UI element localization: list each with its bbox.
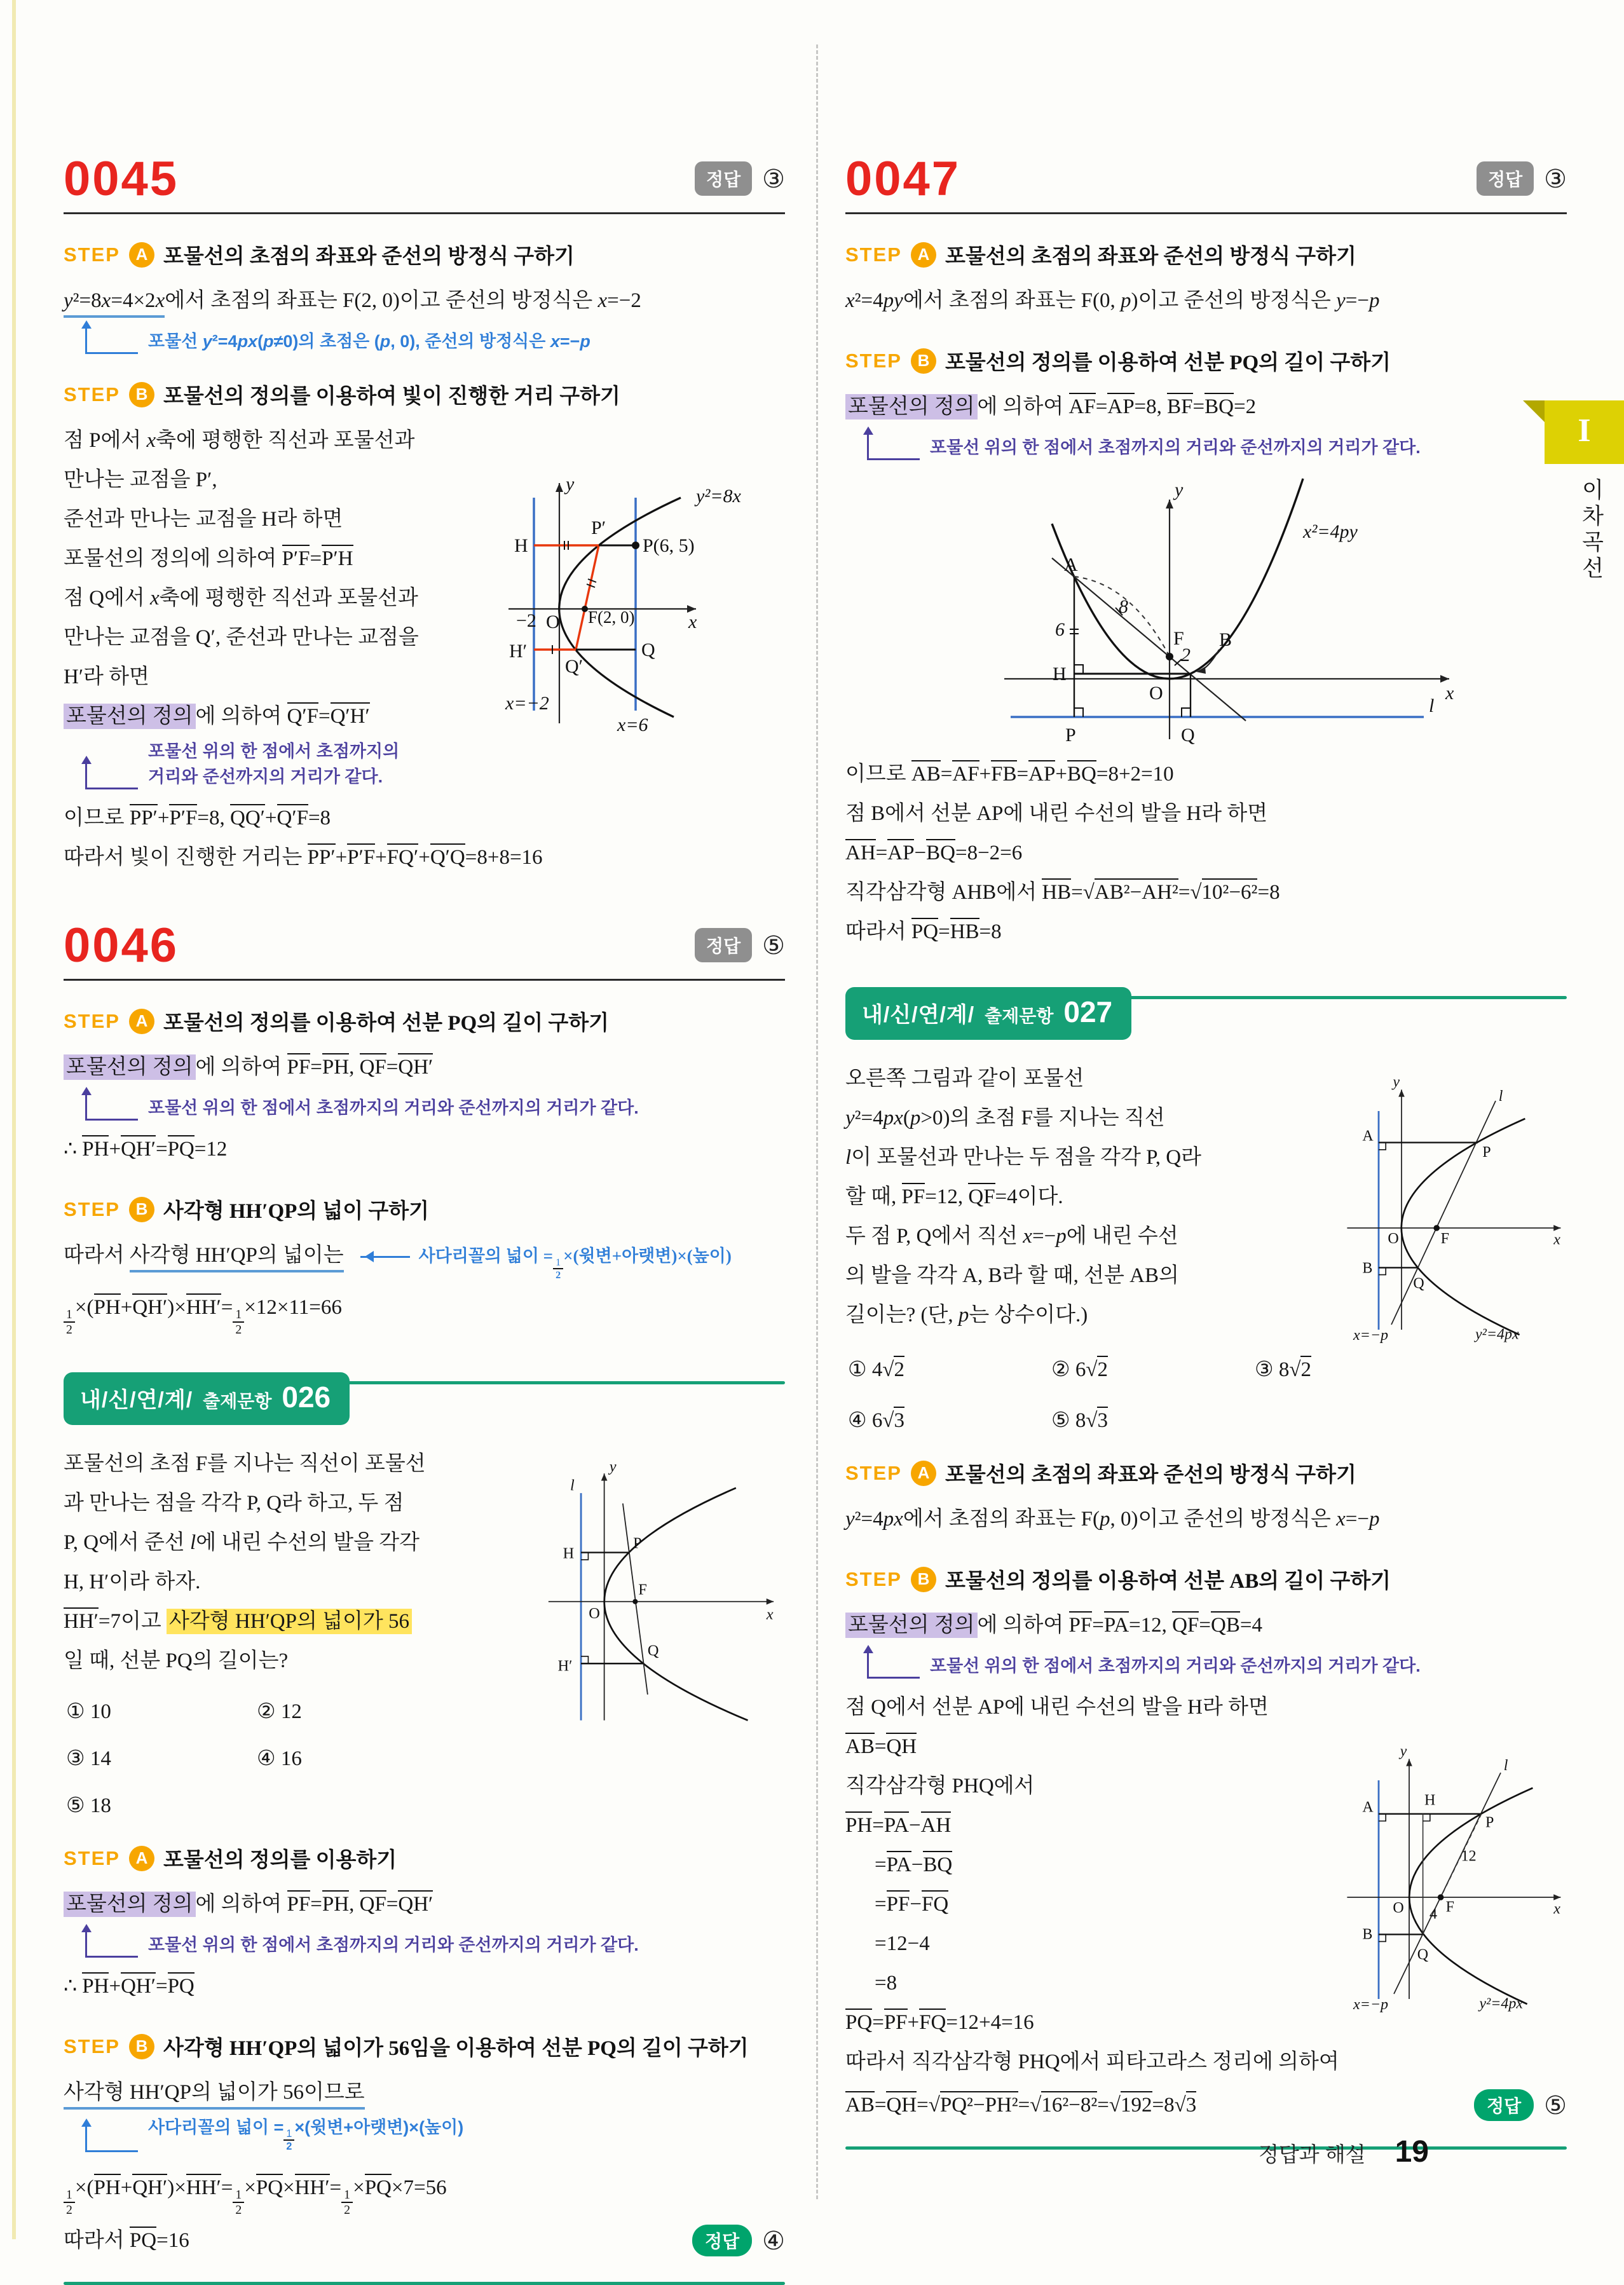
parabola-diagram-0047 — [922, 469, 1468, 746]
naesin-header-row — [845, 987, 1567, 1040]
step-a-title: 포물선의 초점의 좌표와 준선의 방정식 구하기 — [163, 245, 575, 268]
solution-line: 따라서 PQ=16 — [64, 2221, 189, 2260]
focus-label: F — [1445, 1899, 1454, 1916]
annotation-elbow — [85, 2115, 785, 2152]
solution-line: ∴ PH+QH′=PQ — [64, 1967, 785, 2006]
line-rest: 에 의하여 PF=PH, QF=QH′ — [196, 1053, 433, 1079]
problem-line: P, Q에서 준선 l에 내린 수선의 발을 각각 — [64, 1531, 420, 1555]
axis-x-label: x — [688, 611, 697, 632]
solution-line: PQ=PF+FQ=12+4=16 — [845, 2003, 1567, 2042]
parabola-diagram-027-solution — [1333, 1729, 1567, 2014]
point-Q: Q — [641, 639, 655, 660]
step-label: STEP — [64, 2035, 120, 2057]
answer-choice: ⑤ — [762, 931, 785, 960]
solution-line — [64, 1236, 785, 1281]
point-Q: Q — [647, 1642, 659, 1660]
option-4: ④ 6√3 — [848, 1407, 1051, 1433]
axis-y-label: y — [1400, 1743, 1407, 1760]
line-rest: 에 의하여 PF=PA=12, QF=QB=4 — [978, 1611, 1262, 1637]
point-P: P — [633, 1534, 642, 1552]
figure-027-problem — [1333, 1060, 1567, 1348]
answer-row — [695, 161, 785, 196]
note-line: 거리와 준선까지의 거리가 같다. — [148, 767, 383, 786]
naesin-top-line — [1125, 996, 1567, 999]
answer-badge-green: 정답 — [692, 2225, 752, 2256]
solution-line — [64, 281, 785, 320]
step-a-title: 포물선의 초점의 좌표와 준선의 방정식 구하기 — [945, 1464, 1356, 1487]
solution-line: 포물선의 정의에 의하여 P′F=P′H — [64, 539, 785, 578]
solution-line: AB=QH=√PQ²−PH²=√16²−8²=√192=8√3 — [845, 2085, 1196, 2125]
solution-line: =8 — [875, 1972, 897, 1995]
answer-choice: ④ — [762, 2226, 785, 2255]
length-12: 12 — [1461, 1848, 1477, 1865]
line-x6-label: x=6 — [617, 714, 648, 735]
origin-label: O — [589, 1604, 600, 1622]
solution-line — [64, 1047, 785, 1087]
answer-choice: ③ — [762, 164, 785, 193]
step-label: STEP — [64, 383, 120, 406]
chapter-roman-numeral: I — [1578, 413, 1591, 449]
solution-line: 만나는 교점을 Q′, 준선과 만나는 교점을 — [64, 626, 419, 649]
axis-x-label: x — [1553, 1900, 1560, 1918]
underlined-phrase: 사각형 HH′QP의 넓이는 — [130, 1244, 344, 1272]
annotation-note: 포물선 위의 한 점에서 초점까지의 거리와 준선까지의 거리가 같다. — [930, 438, 1421, 457]
step-a-row — [64, 240, 785, 269]
page-number: 19 — [1395, 2135, 1429, 2169]
option-4: ④ 16 — [257, 1747, 302, 1771]
step-a-icon: A — [911, 242, 936, 268]
figure-027-solution — [1333, 1729, 1567, 2017]
problem-line: 일 때, 선분 PQ의 길이는? — [64, 1649, 289, 1673]
point-P: P — [1065, 725, 1076, 746]
option-3: ③ 8√2 — [1255, 1356, 1458, 1382]
answer-row — [692, 2225, 785, 2256]
length-8: 8 — [1119, 596, 1128, 617]
answer-badge: 정답 — [695, 161, 752, 196]
tick-label: −2 — [516, 610, 536, 631]
options-026 — [66, 1698, 537, 1818]
directrix-label: l — [1429, 695, 1435, 716]
step-a-row — [64, 1843, 785, 1873]
point-B: B — [1362, 1926, 1373, 1943]
solution-line: 따라서 직각삼각형 PHQ에서 피타고라스 정리에 의하여 — [845, 2050, 1339, 2073]
naesin-box-027 — [845, 987, 1567, 2150]
step-label: STEP — [845, 243, 902, 266]
solution-line: 이므로 AB=AF+FB=AP+BQ=8+2=10 — [845, 754, 1567, 794]
point-H: H — [1053, 664, 1067, 685]
annotation-elbow — [85, 1927, 785, 1958]
problem-0045-header — [64, 151, 785, 206]
answer-badge: 정답 — [695, 928, 752, 962]
naesin-header-row — [64, 1372, 785, 1425]
curve-label: y²=4px — [1479, 1995, 1524, 2012]
solution-line: 따라서 PQ=HB=8 — [845, 912, 1567, 952]
solution-line: =PA−BQ — [845, 1845, 1567, 1885]
solution-line: 점 P에서 x축에 평행한 직선과 포물선과 — [64, 429, 415, 452]
chapter-title-vertical: 이차곡선 — [1579, 478, 1604, 582]
naesin-tag: 내/신/연/계/ — [862, 1003, 975, 1027]
solution-line — [845, 387, 1567, 426]
option-5: ⑤ 8√3 — [1051, 1407, 1255, 1433]
curve-label: x²=4py — [1303, 521, 1358, 542]
parabola-diagram-027 — [1333, 1060, 1567, 1345]
focus-label: F(2, 0) — [588, 608, 635, 627]
step-label: STEP — [64, 1197, 120, 1220]
curve-label: y²=8x — [696, 486, 741, 507]
step-b-icon: B — [129, 2034, 154, 2059]
solution-line: $\frac{1}{2}$ ×(PH+QH′)×HH′= $\frac{1}{2}$ ×12×11=66 — [64, 1281, 785, 1337]
header-rule — [64, 212, 785, 214]
line-rest: 에 의하여 AF=AP=8, BF=BQ=2 — [978, 393, 1257, 418]
length-4: 4 — [1430, 1906, 1437, 1923]
axis-y-label: y — [1393, 1074, 1400, 1091]
naesin-header — [64, 1372, 350, 1425]
header-rule — [64, 979, 785, 981]
origin-label: O — [546, 611, 560, 632]
naesin-027-body — [845, 1059, 1567, 2125]
solution-line: 직각삼각형 AHB에서 HB=√AB²−AH²=√10²−6²=8 — [845, 873, 1567, 912]
step-b-title: 사각형 HH′QP의 넓이가 56임을 이용하여 선분 PQ의 길이 구하기 — [163, 2037, 749, 2061]
footer-label: 정답과 해설 — [1259, 2143, 1366, 2166]
point-A: A — [1064, 554, 1078, 575]
naesin-number: 026 — [282, 1381, 331, 1414]
elbow-arrow — [85, 1927, 138, 1958]
page-footer — [1259, 2134, 1429, 2169]
underlined-phrase: 사각형 HH′QP의 넓이가 56이므로 — [64, 2081, 365, 2110]
solution-line: 점 Q에서 x축에 평행한 직선과 포물선과 — [64, 587, 418, 610]
step-a-row — [64, 1006, 785, 1036]
naesin-bottom-line — [845, 2146, 1567, 2150]
underlined-formula: y²=8x=4×2x — [64, 289, 165, 318]
solution-line: 직각삼각형 PHQ에서 — [845, 1775, 1035, 1797]
step-a-title: 포물선의 초점의 좌표와 준선의 방정식 구하기 — [945, 245, 1356, 268]
axis-x-label: x — [766, 1606, 774, 1623]
step-a-title: 포물선의 정의를 이용하기 — [163, 1849, 397, 1872]
point-H-prime: H′ — [557, 1657, 573, 1675]
point-H: H — [563, 1545, 575, 1562]
point-B: B — [1362, 1260, 1373, 1277]
answer-row — [1477, 161, 1567, 196]
solution-line — [64, 1885, 785, 1924]
problem-line: 과 만나는 점을 각각 P, Q라 하고, 두 점 — [64, 1492, 404, 1515]
annotation-elbow — [85, 739, 486, 789]
solution-line: AH=AP−BQ=8−2=6 — [845, 833, 1567, 873]
figure-026 — [537, 1447, 785, 1739]
point-H: H — [514, 535, 528, 556]
option-2: ② 12 — [257, 1700, 302, 1724]
problem-line: 포물선의 초점 F를 지나는 직선이 포물선 — [64, 1452, 426, 1476]
step-b-icon: B — [129, 1197, 154, 1222]
step-b-title: 사각형 HH′QP의 넓이 구하기 — [163, 1200, 430, 1223]
note-line: 포물선 위의 한 점에서 초점까지의 — [148, 742, 400, 761]
step-b-row — [845, 1564, 1567, 1594]
figure-0047 — [922, 469, 1567, 746]
highlight-parabola-def: 포물선의 정의 — [64, 704, 196, 729]
problem-line: H, H′이라 하자. — [64, 1571, 201, 1594]
answer-choice: ⑤ — [1544, 2091, 1567, 2120]
annotation-note: 사다리꼴의 넓이 = $\frac{1}{2}$ ×(윗변+아랫변)×(높이) — [418, 1246, 732, 1281]
elbow-arrow — [85, 758, 138, 789]
answer-badge: 정답 — [1477, 161, 1534, 196]
options-027 — [848, 1356, 1567, 1433]
naesin-top-line — [343, 1381, 785, 1384]
point-H-prime: H′ — [509, 641, 528, 662]
highlight-area-56: 사각형 HH′QP의 넓이가 56 — [167, 1609, 412, 1634]
focus-label: F — [1173, 628, 1184, 649]
naesin-header — [845, 987, 1131, 1040]
chapter-tab — [1545, 400, 1624, 464]
step-a-icon: A — [911, 1461, 936, 1486]
line-rest: 에서 초점의 좌표는 F(2, 0)이고 준선의 방정식은 x=−2 — [165, 289, 641, 312]
naesin-026-body — [64, 1444, 785, 2260]
elbow-arrow — [867, 1647, 920, 1679]
point-P-prime: P′ — [591, 517, 606, 538]
highlight-parabola-def: 포물선의 정의 — [64, 1892, 196, 1917]
line-l-label: l — [1503, 1757, 1508, 1774]
problem-number: 0046 — [64, 918, 179, 972]
line-rest: 에 의하여 Q′F=Q′H′ — [196, 702, 370, 728]
problem-line: l이 포물선과 만나는 두 점을 각각 P, Q라 — [845, 1146, 1201, 1169]
focus-label: F — [638, 1581, 647, 1599]
directrix-label: l — [570, 1477, 575, 1494]
answer-badge-green: 정답 — [1474, 2089, 1534, 2121]
solution-line: 점 Q에서 선분 AP에 내린 수선의 발을 H라 하면 — [845, 1696, 1269, 1719]
problem-0047-header — [845, 151, 1567, 206]
parabola-diagram-026 — [537, 1447, 785, 1736]
page-edge-stripe — [12, 0, 16, 2239]
line-l-label: l — [1498, 1088, 1503, 1105]
step-label: STEP — [64, 1009, 120, 1032]
solution-line: 만나는 교점을 P′, — [64, 468, 217, 491]
point-A: A — [1362, 1128, 1374, 1145]
step-a-title: 포물선의 정의를 이용하여 선분 PQ의 길이 구하기 — [163, 1012, 609, 1035]
step-b-row — [64, 1194, 785, 1224]
solution-line: 점 B에서 선분 AP에 내린 수선의 발을 H라 하면 — [845, 802, 1268, 825]
figure-0045 — [486, 425, 785, 784]
point-Q: Q — [1181, 725, 1195, 746]
step-b-row — [64, 2031, 785, 2061]
step-label: STEP — [845, 1461, 902, 1484]
problem-line: 의 발을 각각 A, B라 할 때, 선분 AB의 — [845, 1264, 1179, 1287]
axis-y-label: y — [566, 474, 575, 495]
naesin-subtag: 출제문항 — [203, 1391, 272, 1412]
step-b-icon: B — [911, 348, 936, 374]
annotation-note — [148, 739, 399, 789]
right-column — [845, 151, 1567, 2150]
step-b-block — [64, 421, 785, 877]
annotation-elbow — [85, 323, 785, 354]
line-rest: 에 의하여 PF=PH, QF=QH′ — [196, 1890, 433, 1916]
axis-x-label: x — [1445, 683, 1454, 704]
conclusion-row — [845, 2085, 1567, 2125]
step-b-title: 포물선의 정의를 이용하여 선분 PQ의 길이 구하기 — [945, 351, 1391, 374]
curve-label: y²=4px — [1475, 1326, 1519, 1343]
annotation-note: 사다리꼴의 넓이 = $\frac{1}{2}$ ×(윗변+아랫변)×(높이) — [148, 2118, 464, 2152]
highlight-parabola-def: 포물선의 정의 — [845, 394, 978, 419]
answer-row — [695, 928, 785, 962]
step-label: STEP — [64, 243, 120, 266]
length-6: 6 — [1055, 619, 1065, 640]
axis-y-label: y — [609, 1458, 617, 1476]
option-2: ② 6√2 — [1051, 1356, 1255, 1382]
step-b-row — [845, 346, 1567, 376]
problem-line: y²=4px(p>0)의 초점 F를 지나는 직선 — [845, 1107, 1165, 1129]
elbow-arrow — [867, 429, 920, 460]
elbow-arrow — [85, 323, 138, 354]
point-P: P(6, 5) — [643, 535, 695, 556]
line-prefix: 따라서 — [64, 1244, 130, 1267]
left-arrow-icon — [360, 1256, 410, 1258]
highlight-parabola-def: 포물선의 정의 — [64, 1054, 196, 1080]
annotation-note: 포물선 위의 한 점에서 초점까지의 거리와 준선까지의 거리가 같다. — [148, 1935, 639, 1955]
annotation-note: 포물선 위의 한 점에서 초점까지의 거리와 준선까지의 거리가 같다. — [148, 1098, 639, 1117]
option-3: ③ 14 — [66, 1747, 111, 1771]
point-P: P — [1485, 1814, 1494, 1831]
axis-y-label: y — [1175, 479, 1184, 500]
length-2: 2 — [1181, 645, 1191, 665]
step-label: STEP — [64, 1846, 120, 1869]
step-a-icon: A — [129, 1846, 154, 1871]
elbow-arrow — [85, 2121, 138, 2152]
answer-choice: ③ — [1544, 164, 1567, 193]
point-H: H — [1424, 1792, 1436, 1809]
step-b-row — [64, 379, 785, 409]
step-label: STEP — [845, 349, 902, 372]
solution-line: $\frac{1}{2}$ ×(PH+QH′)×HH′= $\frac{1}{2}$ ×PQ×HH′= $\frac{1}{2}$ ×PQ×7=56 — [64, 2161, 785, 2217]
problem-0045 — [64, 151, 785, 877]
solution-line — [64, 2073, 785, 2112]
naesin-subtag: 출제문항 — [985, 1006, 1054, 1026]
solution-line: 준선과 만나는 교점을 H라 하면 — [64, 508, 343, 531]
point-Q: Q — [1413, 1275, 1424, 1292]
step-a-icon: A — [129, 242, 154, 268]
problem-line: 할 때, PF=12, QF=4이다. — [845, 1177, 1567, 1217]
solution-line: =PF−FQ — [845, 1885, 1567, 1924]
annotation-elbow — [867, 1647, 1567, 1679]
step-a-row — [845, 1458, 1567, 1488]
solution-line: PH=PA−AH — [845, 1806, 1567, 1845]
origin-label: O — [1388, 1231, 1399, 1247]
point-B: B — [1219, 629, 1232, 650]
problem-number: 0047 — [845, 151, 961, 206]
problem-0047 — [845, 151, 1567, 952]
directrix-label: x=−2 — [505, 693, 549, 714]
point-A: A — [1362, 1799, 1374, 1816]
option-1: ① 10 — [66, 1700, 111, 1724]
point-P: P — [1482, 1144, 1491, 1161]
line-prefix: HH′=7이고 — [64, 1607, 167, 1633]
solution-line — [845, 1606, 1567, 1645]
step-b-title: 포물선의 정의를 이용하여 선분 AB의 길이 구하기 — [945, 1570, 1391, 1593]
step-b-icon: B — [911, 1567, 936, 1592]
solution-line: ∴ PH+QH′=PQ=12 — [64, 1129, 785, 1169]
conclusion-row — [64, 2221, 785, 2260]
directrix-label: x=−p — [1353, 1996, 1389, 2013]
step-label: STEP — [845, 1567, 902, 1590]
solution-line: x²=4py에서 초점의 좌표는 F(0, p)이고 준선의 방정식은 y=−p — [845, 289, 1380, 312]
problem-line: 두 점 P, Q에서 직선 x=−p에 내린 수선 — [845, 1225, 1178, 1248]
naesin-bottom-line — [64, 2282, 785, 2285]
problem-line: 오른쪽 그림과 같이 포물선 — [845, 1067, 1084, 1090]
step-b-title: 포물선의 정의를 이용하여 빛이 진행한 거리 구하기 — [163, 385, 620, 408]
problem-0046-header — [64, 918, 785, 972]
answer-row — [1474, 2089, 1567, 2121]
annotation-note: 포물선 y²=4px(p≠0)의 초점은 (p, 0), 준선의 방정식은 x=−p — [148, 332, 590, 351]
solution-line: y²=4px에서 초점의 좌표는 F(p, 0)이고 준선의 방정식은 x=−p — [845, 1508, 1380, 1531]
problem-0046 — [64, 918, 785, 1337]
origin-label: O — [1149, 683, 1163, 704]
header-rule — [845, 212, 1567, 214]
solution-line: H′라 하면 — [64, 665, 149, 688]
solution-line: 이므로 PP′+P′F=8, QQ′+Q′F=8 — [64, 798, 785, 838]
step-a-row — [845, 240, 1567, 269]
problem-number: 0045 — [64, 151, 179, 206]
step-b-icon: B — [129, 382, 154, 407]
focus-label: F — [1440, 1231, 1449, 1247]
option-1: ① 4√2 — [848, 1356, 1051, 1382]
parabola-diagram-0045 — [486, 425, 785, 781]
axis-x-label: x — [1553, 1231, 1560, 1248]
option-5: ⑤ 18 — [66, 1794, 111, 1818]
annotation-elbow — [867, 429, 1567, 460]
solution-line: AB=QH — [845, 1727, 1567, 1766]
naesin-box-026 — [64, 1372, 785, 2285]
annotation-elbow — [85, 1089, 785, 1121]
solution-line: 따라서 빛이 진행한 거리는 PP′+P′F+FQ′+Q′Q=8+8=16 — [64, 838, 785, 877]
column-divider — [816, 44, 818, 2199]
origin-label: O — [1393, 1900, 1404, 1916]
highlight-parabola-def: 포물선의 정의 — [845, 1613, 978, 1638]
elbow-arrow — [85, 1089, 138, 1121]
annotation-note: 포물선 위의 한 점에서 초점까지의 거리와 준선까지의 거리가 같다. — [930, 1656, 1421, 1675]
naesin-number: 027 — [1063, 995, 1113, 1028]
left-column — [64, 151, 785, 2285]
problem-line: 길이는? (단, p는 상수이다.) — [845, 1304, 1088, 1327]
directrix-label: x=−p — [1353, 1327, 1389, 1344]
step-a-icon: A — [129, 1009, 154, 1034]
naesin-tag: 내/신/연/계/ — [80, 1388, 193, 1413]
point-Q-prime: Q′ — [565, 656, 583, 677]
point-Q: Q — [1417, 1946, 1429, 1963]
solution-line: =12−4 — [875, 1932, 930, 1955]
